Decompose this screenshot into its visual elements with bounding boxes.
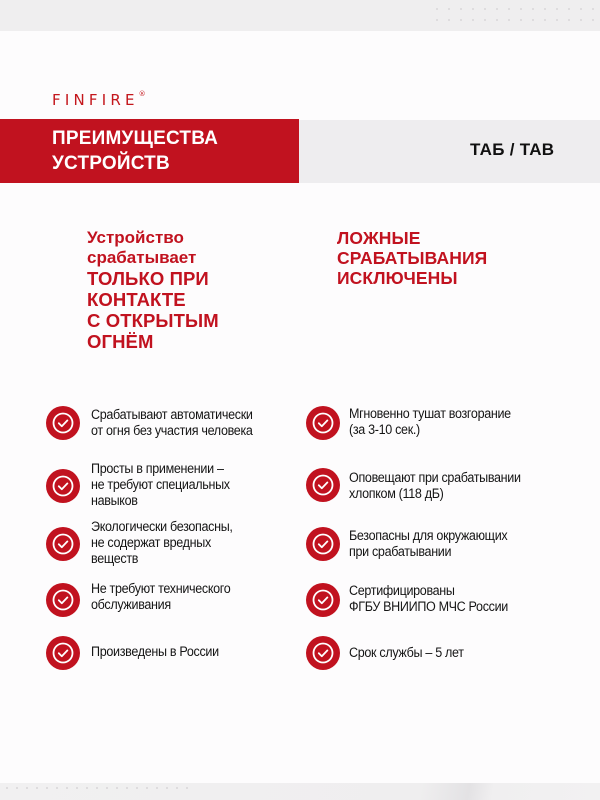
feature-line: Безопасны для окружающих [349, 528, 508, 543]
feature-text [91, 519, 296, 567]
feature-text [349, 528, 554, 560]
check-circle-icon [46, 469, 80, 503]
title-line: УСТРОЙСТВ [52, 153, 170, 174]
feature-text [91, 461, 296, 509]
feature-text [91, 407, 296, 439]
claim-line: ИСКЛЮЧЕНЫ [337, 268, 458, 288]
feature-text [349, 645, 554, 661]
feature-line: Срок службы – 5 лет [349, 645, 464, 660]
check-circle-icon [46, 636, 80, 670]
title-line: ПРЕИМУЩЕСТВА [52, 128, 219, 149]
brand-logo [52, 91, 146, 109]
feature-line: обслуживания [91, 597, 171, 612]
claim-line: С ОТКРЫТЫМ [87, 310, 219, 331]
check-circle-icon [46, 406, 80, 440]
model-panel [299, 120, 600, 183]
feature-line: Произведены в России [91, 644, 219, 659]
claim-line: ОГНЁМ [87, 331, 154, 352]
feature-line: Оповещают при срабатывании [349, 470, 521, 485]
check-circle-icon [306, 468, 340, 502]
feature-line: Мгновенно тушат возгорание [349, 406, 511, 421]
check-circle-icon [306, 527, 340, 561]
feature-text [349, 470, 554, 502]
feature-line: хлопком (118 дБ) [349, 486, 444, 501]
claim-line: ЛОЖНЫЕ [337, 228, 421, 248]
model-label: ТАБ / TAB [470, 140, 555, 159]
claim-line: Устройство [87, 228, 184, 247]
check-circle-icon [306, 406, 340, 440]
feature-line: ФГБУ ВНИИПО МЧС России [349, 599, 509, 614]
claim-line: срабатывает [87, 248, 197, 267]
dot-pattern [436, 8, 594, 21]
claim-line: ТОЛЬКО ПРИ [87, 268, 209, 289]
feature-line: от огня без участия человека [91, 423, 253, 438]
feature-text [91, 581, 296, 613]
feature-line: Не требуют технического [91, 581, 231, 596]
feature-line: (за 3-10 сек.) [349, 422, 420, 437]
feature-line: веществ [91, 551, 139, 566]
feature-line: не требуют специальных [91, 477, 230, 492]
claim-no-false-triggers [337, 228, 557, 288]
feature-line: Сертифицированы [349, 583, 455, 598]
feature-line: Срабатывают автоматически [91, 407, 253, 422]
feature-text [91, 644, 296, 660]
logo-text: FINFIRE [52, 91, 139, 109]
check-circle-icon [306, 583, 340, 617]
registered-mark: ® [138, 90, 146, 98]
feature-line: навыков [91, 493, 138, 508]
feature-line: не содержат вредных [91, 535, 211, 550]
check-circle-icon [306, 636, 340, 670]
check-circle-icon [46, 527, 80, 561]
feature-line: Просты в применении – [91, 461, 224, 476]
feature-line: при срабатывании [349, 544, 452, 559]
feature-line: Экологически безопасны, [91, 519, 233, 534]
claim-line: КОНТАКТЕ [87, 289, 186, 310]
claim-line: СРАБАТЫВАНИЯ [337, 248, 488, 268]
page-title [0, 119, 299, 183]
check-circle-icon [46, 583, 80, 617]
bottom-decor-strip [0, 783, 600, 800]
feature-text [349, 406, 554, 438]
claim-contact-only [87, 228, 297, 352]
dot-pattern [6, 787, 188, 789]
top-decor-strip [0, 0, 600, 31]
feature-text [349, 583, 554, 615]
